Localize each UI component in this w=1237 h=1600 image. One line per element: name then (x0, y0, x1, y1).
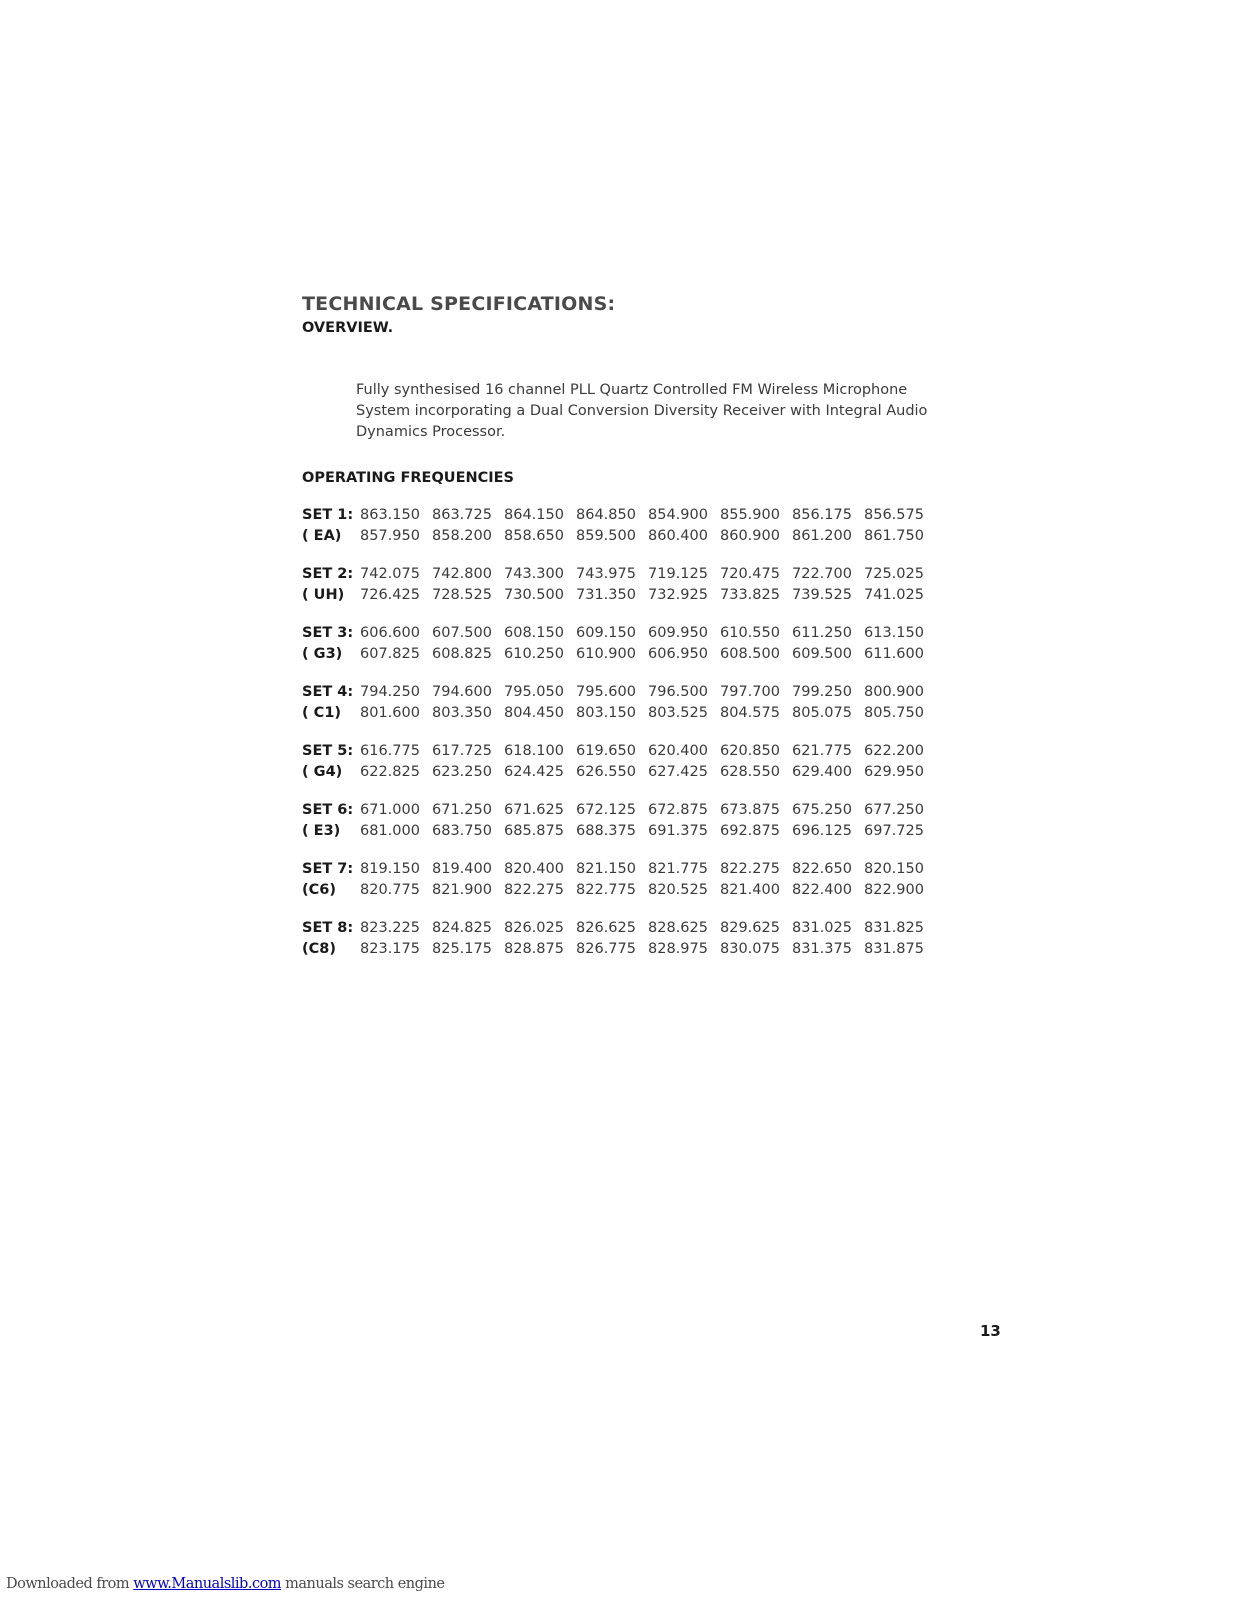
frequency-cell: 688.375 (576, 822, 636, 839)
frequency-cell: 622.200 (864, 743, 924, 759)
frequency-cell: 677.250 (864, 802, 924, 818)
frequency-cell: 623.250 (432, 763, 492, 780)
frequency-cell: 820.525 (648, 881, 708, 898)
frequency-cell: 856.575 (864, 507, 924, 523)
frequency-cell: 726.425 (360, 586, 420, 603)
set-label: SET 6: (302, 802, 354, 818)
set-label: SET 8: (302, 920, 354, 936)
frequency-cell: 725.025 (864, 566, 924, 582)
frequency-cell: 828.975 (648, 940, 708, 957)
frequency-cell: 617.725 (432, 743, 492, 759)
frequency-cell: 856.175 (792, 507, 852, 523)
frequency-cell: 624.425 (504, 763, 564, 780)
frequency-cell: 803.525 (648, 704, 708, 721)
frequency-cell: 831.875 (864, 940, 924, 957)
frequency-cell: 628.550 (720, 763, 780, 780)
frequency-cell: 826.625 (576, 920, 636, 936)
frequency-cell: 819.150 (360, 861, 420, 877)
frequency-cell: 610.900 (576, 645, 636, 662)
frequency-cell: 860.900 (720, 527, 780, 544)
frequency-cell: 719.125 (648, 566, 708, 582)
frequency-cell: 821.900 (432, 881, 492, 898)
frequency-cell: 629.400 (792, 763, 852, 780)
frequency-cell: 801.600 (360, 704, 420, 721)
frequency-cell: 606.950 (648, 645, 708, 662)
frequency-cell: 672.875 (648, 802, 708, 818)
set-code: ( G4) (302, 763, 343, 780)
frequency-cell: 629.950 (864, 763, 924, 780)
frequency-cell: 864.850 (576, 507, 636, 523)
frequency-cell: 608.150 (504, 625, 564, 641)
frequency-cell: 607.825 (360, 645, 420, 662)
frequency-cell: 795.050 (504, 684, 564, 700)
page-subtitle: OVERVIEW. (302, 320, 394, 336)
frequency-cell: 742.800 (432, 566, 492, 582)
frequency-cell: 794.600 (432, 684, 492, 700)
frequency-cell: 692.875 (720, 822, 780, 839)
frequency-cell: 822.650 (792, 861, 852, 877)
frequency-cell: 822.900 (864, 881, 924, 898)
set-code: (C6) (302, 881, 336, 898)
frequency-cell: 828.875 (504, 940, 564, 957)
frequency-cell: 821.775 (648, 861, 708, 877)
frequency-cell: 822.275 (720, 861, 780, 877)
frequency-cell: 805.075 (792, 704, 852, 721)
frequency-cell: 804.450 (504, 704, 564, 721)
set-code: ( E3) (302, 822, 341, 839)
frequency-cell: 803.350 (432, 704, 492, 721)
frequency-cell: 863.150 (360, 507, 420, 523)
page-number: 13 (980, 1322, 1001, 1340)
frequency-cell: 799.250 (792, 684, 852, 700)
frequency-cell: 743.975 (576, 566, 636, 582)
frequency-cell: 858.200 (432, 527, 492, 544)
frequency-cell: 609.150 (576, 625, 636, 641)
set-code: ( G3) (302, 645, 343, 662)
frequency-cell: 613.150 (864, 625, 924, 641)
frequency-cell: 824.825 (432, 920, 492, 936)
frequency-cell: 828.625 (648, 920, 708, 936)
frequency-cell: 733.825 (720, 586, 780, 603)
frequency-cell: 610.250 (504, 645, 564, 662)
frequency-cell: 803.150 (576, 704, 636, 721)
frequency-cell: 622.825 (360, 763, 420, 780)
frequency-cell: 820.150 (864, 861, 924, 877)
page-title: TECHNICAL SPECIFICATIONS: (302, 293, 616, 315)
frequency-cell: 855.900 (720, 507, 780, 523)
frequency-cell: 609.950 (648, 625, 708, 641)
frequency-cell: 608.500 (720, 645, 780, 662)
frequency-cell: 826.775 (576, 940, 636, 957)
footer-prefix: Downloaded from (6, 1576, 134, 1592)
set-label: SET 7: (302, 861, 354, 877)
frequency-cell: 823.225 (360, 920, 420, 936)
frequency-cell: 606.600 (360, 625, 420, 641)
frequency-cell: 821.400 (720, 881, 780, 898)
frequency-cell: 739.525 (792, 586, 852, 603)
frequency-cell: 825.175 (432, 940, 492, 957)
set-label: SET 2: (302, 566, 354, 582)
frequency-cell: 831.825 (864, 920, 924, 936)
set-code: ( EA) (302, 527, 342, 544)
frequency-cell: 742.075 (360, 566, 420, 582)
frequency-cell: 720.475 (720, 566, 780, 582)
frequency-cell: 864.150 (504, 507, 564, 523)
frequency-cell: 722.700 (792, 566, 852, 582)
frequency-cell: 671.000 (360, 802, 420, 818)
frequency-cell: 826.025 (504, 920, 564, 936)
frequency-cell: 673.875 (720, 802, 780, 818)
frequency-cell: 820.775 (360, 881, 420, 898)
frequency-cell: 608.825 (432, 645, 492, 662)
frequency-cell: 858.650 (504, 527, 564, 544)
frequency-cell: 732.925 (648, 586, 708, 603)
set-label: SET 4: (302, 684, 354, 700)
frequency-cell: 671.625 (504, 802, 564, 818)
frequency-cell: 728.525 (432, 586, 492, 603)
frequency-cell: 819.400 (432, 861, 492, 877)
frequency-cell: 696.125 (792, 822, 852, 839)
frequency-cell: 860.400 (648, 527, 708, 544)
frequency-cell: 616.775 (360, 743, 420, 759)
frequency-cell: 626.550 (576, 763, 636, 780)
frequency-cell: 675.250 (792, 802, 852, 818)
frequency-cell: 863.725 (432, 507, 492, 523)
frequency-cell: 800.900 (864, 684, 924, 700)
frequency-cell: 854.900 (648, 507, 708, 523)
frequency-cell: 610.550 (720, 625, 780, 641)
frequency-cell: 672.125 (576, 802, 636, 818)
frequency-cell: 805.750 (864, 704, 924, 721)
frequency-cell: 820.400 (504, 861, 564, 877)
frequency-cell: 804.575 (720, 704, 780, 721)
frequency-cell: 822.775 (576, 881, 636, 898)
frequency-cell: 822.275 (504, 881, 564, 898)
frequency-cell: 620.850 (720, 743, 780, 759)
footer-suffix: manuals search engine (281, 1576, 445, 1592)
frequencies-heading: OPERATING FREQUENCIES (302, 470, 514, 486)
frequency-cell: 685.875 (504, 822, 564, 839)
frequency-cell: 620.400 (648, 743, 708, 759)
frequency-cell: 859.500 (576, 527, 636, 544)
frequency-cell: 611.600 (864, 645, 924, 662)
frequency-cell: 697.725 (864, 822, 924, 839)
download-footer (6, 1576, 445, 1592)
frequency-cell: 619.650 (576, 743, 636, 759)
set-label: SET 5: (302, 743, 354, 759)
frequency-cell: 681.000 (360, 822, 420, 839)
set-code: ( UH) (302, 586, 345, 603)
manualslib-link[interactable]: www.Manualslib.com (133, 1576, 282, 1592)
frequency-cell: 822.400 (792, 881, 852, 898)
frequency-cell: 627.425 (648, 763, 708, 780)
frequency-cell: 683.750 (432, 822, 492, 839)
frequency-cell: 823.175 (360, 940, 420, 957)
frequency-cell: 861.750 (864, 527, 924, 544)
frequency-cell: 691.375 (648, 822, 708, 839)
frequency-cell: 730.500 (504, 586, 564, 603)
frequency-cell: 831.025 (792, 920, 852, 936)
set-code: ( C1) (302, 704, 342, 721)
frequency-cell: 743.300 (504, 566, 564, 582)
frequency-cell: 796.500 (648, 684, 708, 700)
set-label: SET 1: (302, 507, 354, 523)
frequency-cell: 857.950 (360, 527, 420, 544)
frequency-cell: 830.075 (720, 940, 780, 957)
frequency-cell: 607.500 (432, 625, 492, 641)
frequency-cell: 829.625 (720, 920, 780, 936)
frequency-cell: 671.250 (432, 802, 492, 818)
set-label: SET 3: (302, 625, 354, 641)
frequency-cell: 797.700 (720, 684, 780, 700)
frequency-cell: 821.150 (576, 861, 636, 877)
frequency-cell: 741.025 (864, 586, 924, 603)
frequency-cell: 621.775 (792, 743, 852, 759)
frequency-cell: 861.200 (792, 527, 852, 544)
overview-paragraph: Fully synthesised 16 channel PLL Quartz Controlled FM Wireless Microphone System incorporating a Dual Conversion Diversity Receiver with Integral Audio Dynamics Processor. (356, 382, 928, 440)
frequency-cell: 795.600 (576, 684, 636, 700)
set-code: (C8) (302, 940, 336, 957)
frequency-cell: 831.375 (792, 940, 852, 957)
frequency-cell: 611.250 (792, 625, 852, 641)
frequency-cell: 794.250 (360, 684, 420, 700)
frequency-cell: 618.100 (504, 743, 564, 759)
frequency-cell: 609.500 (792, 645, 852, 662)
frequency-cell: 731.350 (576, 586, 636, 603)
